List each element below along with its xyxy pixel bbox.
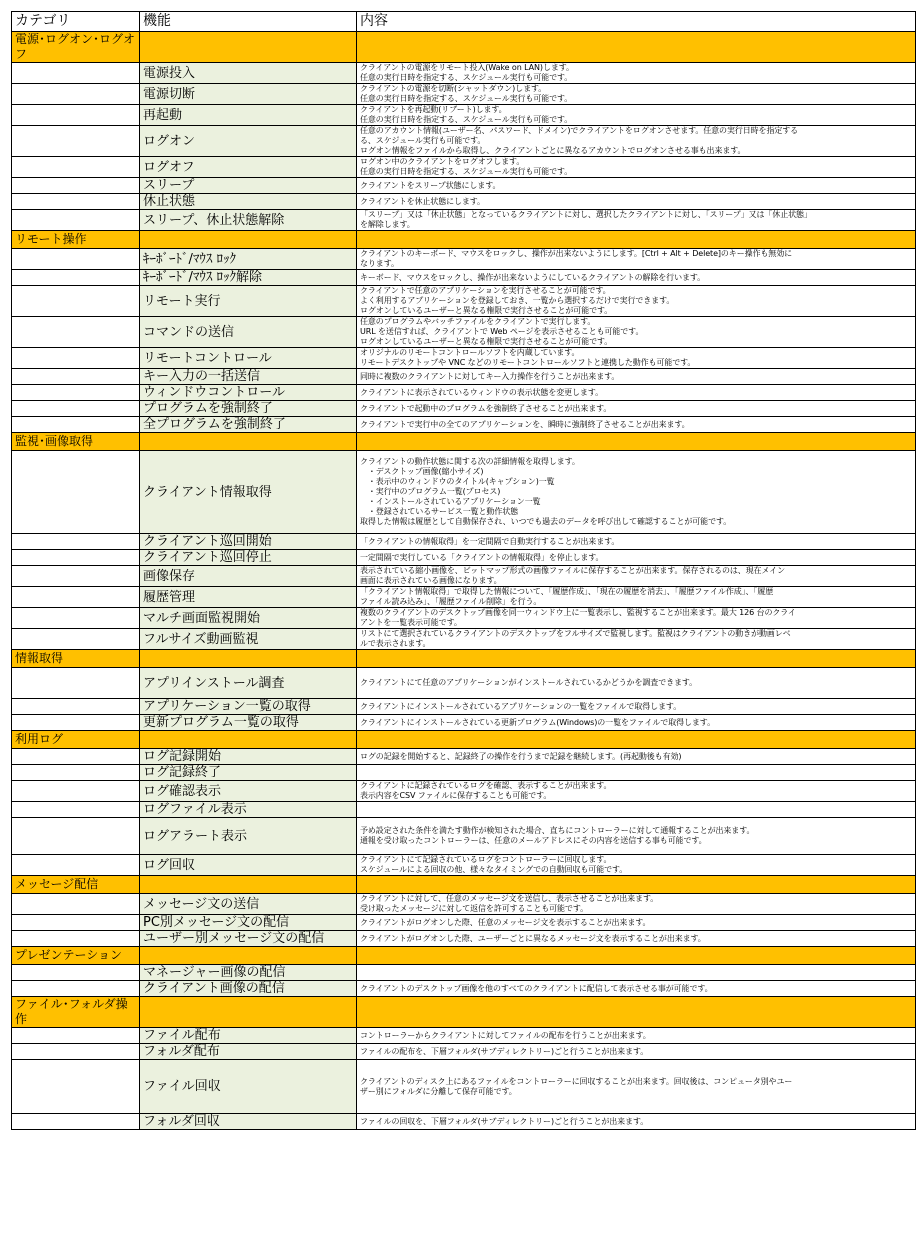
empty-category-cell[interactable] [12,855,140,876]
feature-row [12,178,916,194]
feature-name-cell[interactable]: スリープ [140,178,357,194]
feature-name-cell[interactable]: リモート実行 [140,286,357,317]
empty-category-cell[interactable] [12,126,140,157]
feature-row [12,981,916,997]
header-category[interactable]: カテゴリ [12,12,140,32]
feature-name-cell[interactable]: 再起動 [140,105,357,126]
category-row [12,433,916,451]
feature-row [12,765,916,781]
empty-category-cell[interactable] [12,931,140,947]
feature-description-cell[interactable]: 予め設定された条件を満たす動作が検知された場合、直ちにコントローラーに対して通報することが出来ます。 通報を受け取ったコントローラーは、任意のメールアドレスにその内容を送信する事も可能です。 [357,818,916,855]
feature-name-cell[interactable]: 電源投入 [140,63,357,84]
feature-description-cell[interactable]: クライアントに表示されているウィンドウの表示状態を変更します。 [357,385,916,401]
feature-row [12,802,916,818]
empty-category-cell[interactable] [12,401,140,417]
feature-row [12,915,916,931]
category-fill-cell[interactable] [357,997,916,1028]
feature-description-cell[interactable]: ファイルの配布を、下層フォルダ(サブディレクトリー)ごと行うことが出来ます。 [357,1044,916,1060]
empty-category-cell[interactable] [12,451,140,534]
feature-description-cell[interactable]: ログオン中のクライアントをログオフします。 任意の実行日時を指定する、スケジュール実行も可能です。 [357,157,916,178]
category-cell[interactable]: プレゼンテーション [12,947,140,965]
empty-category-cell[interactable] [12,178,140,194]
feature-row [12,194,916,210]
feature-name-cell[interactable]: コマンドの送信 [140,317,357,348]
category-fill-cell[interactable] [357,433,916,451]
feature-row [12,1028,916,1044]
empty-category-cell[interactable] [12,802,140,818]
feature-row [12,818,916,855]
empty-category-cell[interactable] [12,668,140,699]
empty-category-cell[interactable] [12,915,140,931]
feature-description-cell[interactable]: クライアントのデスクトップ画像を他のすべてのクライアントに配信して表示させる事が可能です。 [357,981,916,997]
category-row [12,650,916,668]
feature-description-cell[interactable]: 「スリープ」又は「休止状態」となっているクライアントに対し、選択したクライアントに対し、「スリープ」又は「休止状態」 を解除します。 [357,210,916,231]
feature-description-cell[interactable]: クライアントに記録されているログを確認、表示することが出来ます。 表示内容をCSV ファイルに保存することも可能です。 [357,781,916,802]
feature-description-cell[interactable]: クライアントのキーボード、マウスをロックし、操作が出来ないようにします。[Ctrl + Alt + Delete]のキー操作も無効に なります。 [357,249,916,270]
feature-description-cell[interactable]: 一定間隔で実行している「クライアントの情報取得」を停止します。 [357,550,916,566]
category-fill-cell[interactable] [140,731,357,749]
feature-row [12,451,916,534]
feature-row [12,385,916,401]
empty-category-cell[interactable] [12,608,140,629]
category-fill-cell[interactable] [140,650,357,668]
feature-name-cell[interactable]: ファイル回収 [140,1060,357,1114]
category-fill-cell[interactable] [140,231,357,249]
empty-category-cell[interactable] [12,1114,140,1130]
feature-row [12,105,916,126]
feature-name-cell[interactable]: ログオフ [140,157,357,178]
feature-description-cell[interactable]: 任意のアカウント情報(ユーザー名、パスワード、ドメイン)でクライアントをログオンさせます。任意の実行日時を指定する る、スケジュール実行も可能です。 ログオン情報をファイルから取得し、クライアントごとに異なるアカウントでログオンさせる事も出来ます。 [357,126,916,157]
feature-description-cell[interactable]: クライアントをスリープ状態にします。 [357,178,916,194]
category-fill-cell[interactable] [140,876,357,894]
category-cell[interactable]: 利用ログ [12,731,140,749]
feature-name-cell[interactable]: クライアント巡回停止 [140,550,357,566]
feature-name-cell[interactable]: ログアラート表示 [140,818,357,855]
feature-row [12,855,916,876]
feature-name-cell[interactable]: 更新プログラム一覧の取得 [140,715,357,731]
empty-category-cell[interactable] [12,417,140,433]
feature-row [12,566,916,587]
feature-row [12,931,916,947]
category-fill-cell[interactable] [357,32,916,63]
feature-name-cell[interactable]: スリープ、休止状態解除 [140,210,357,231]
category-cell[interactable]: 監視･画像取得 [12,433,140,451]
empty-category-cell[interactable] [12,587,140,608]
feature-row [12,608,916,629]
feature-row [12,126,916,157]
feature-row [12,1060,916,1114]
feature-row [12,270,916,286]
empty-category-cell[interactable] [12,1044,140,1060]
category-fill-cell[interactable] [140,997,357,1028]
empty-category-cell[interactable] [12,157,140,178]
feature-description-cell[interactable] [357,965,916,981]
feature-row [12,894,916,915]
feature-row [12,157,916,178]
feature-row [12,249,916,270]
empty-category-cell[interactable] [12,317,140,348]
category-fill-cell[interactable] [357,731,916,749]
feature-description-cell[interactable] [357,802,916,818]
feature-name-cell[interactable]: ログ記録開始 [140,749,357,765]
feature-row [12,348,916,369]
category-row [12,231,916,249]
feature-row [12,417,916,433]
category-cell[interactable]: 電源･ログオン･ログオフ [12,32,140,63]
feature-description-cell[interactable]: リストにて選択されているクライアントのデスクトップをフルサイズで監視します。監視はクライアントの動きが動画レベ ルで表示されます。 [357,629,916,650]
feature-description-cell[interactable]: コントローラーからクライアントに対してファイルの配布を行うことが出来ます。 [357,1028,916,1044]
feature-description-cell[interactable]: クライアントに対して、任意のメッセージ文を送信し、表示させることが出来ます。 受け取ったメッセージに対して返信を許可することも可能です。 [357,894,916,915]
empty-category-cell[interactable] [12,84,140,105]
feature-row [12,550,916,566]
feature-row [12,401,916,417]
empty-category-cell[interactable] [12,63,140,84]
feature-row [12,781,916,802]
feature-row [12,668,916,699]
category-fill-cell[interactable] [357,947,916,965]
empty-category-cell[interactable] [12,249,140,270]
feature-description-cell[interactable]: クライアントを休止状態にします。 [357,194,916,210]
category-row [12,876,916,894]
empty-category-cell[interactable] [12,566,140,587]
category-fill-cell[interactable] [140,32,357,63]
feature-description-cell[interactable]: クライアントで任意のアプリケーションを実行させることが可能です。 よく利用するアプリケーションを登録しておき、一覧から選択するだけで実行できます。 ログオンしているユーザーと異なる権限で実行させることが可能です。 [357,286,916,317]
empty-category-cell[interactable] [12,348,140,369]
feature-description-cell[interactable]: クライアントの動作状態に関する次の詳細情報を取得します。 ・デスクトップ画像(縮小サイズ) ・表示中のウィンドウのタイトル(キャプション)一覧 ・実行中のプログラム一覧(プロセス) ・インストールされているアプリケーション一覧 ・登録されているサービス一覧と動作状態 取得した情報は履歴として自動保存され、いつでも過去のデータを呼び出して確認することが可能です。 [357,451,916,534]
empty-category-cell[interactable] [12,534,140,550]
empty-category-cell[interactable] [12,715,140,731]
category-fill-cell[interactable] [140,433,357,451]
empty-category-cell[interactable] [12,749,140,765]
feature-description-cell[interactable]: 同時に複数のクライアントに対してキー入力操作を行うことが出来ます。 [357,369,916,385]
feature-row [12,715,916,731]
empty-category-cell[interactable] [12,105,140,126]
feature-name-cell[interactable]: ｷｰﾎﾞｰﾄﾞ/ﾏｳｽ ﾛｯｸ [140,249,357,270]
feature-name-cell[interactable]: ｷｰﾎﾞｰﾄﾞ/ﾏｳｽ ﾛｯｸ解除 [140,270,357,286]
category-cell[interactable]: ファイル･フォルダ操作 [12,997,140,1028]
category-fill-cell[interactable] [140,947,357,965]
feature-name-cell[interactable]: メッセージ文の送信 [140,894,357,915]
feature-row [12,63,916,84]
empty-category-cell[interactable] [12,629,140,650]
feature-description-cell[interactable]: クライアントがログオンした際、ユーザーごとに異なるメッセージ文を表示することが出来ます。 [357,931,916,947]
feature-description-cell[interactable]: クライアントの電源をリモート投入(Wake on LAN)します。 任意の実行日時を指定する、スケジュール実行も可能です。 [357,63,916,84]
feature-name-cell[interactable]: マネージャー画像の配信 [140,965,357,981]
feature-name-cell[interactable]: キー入力の一括送信 [140,369,357,385]
feature-description-cell[interactable]: 「クライアントの情報取得」を一定間隔で自動実行することが出来ます。 [357,534,916,550]
feature-name-cell[interactable]: クライアント情報取得 [140,451,357,534]
feature-row [12,84,916,105]
empty-category-cell[interactable] [12,781,140,802]
empty-category-cell[interactable] [12,550,140,566]
feature-name-cell[interactable]: リモートコントロール [140,348,357,369]
feature-name-cell[interactable]: ログオン [140,126,357,157]
feature-row [12,1044,916,1060]
empty-category-cell[interactable] [12,1060,140,1114]
feature-description-cell[interactable]: 任意のプログラムやバッチファイルをクライアントで実行します。 URL を送信すれば、クライアントで Web ページを表示させることも可能です。 ログオンしているユーザーと異なる権限で実行させることが可能です。 [357,317,916,348]
feature-description-cell[interactable]: オリジナルのリモートコントロールソフトを内蔵しています。 リモートデスクトップや VNC などのリモートコントロールソフトと連携した動作も可能です。 [357,348,916,369]
feature-name-cell[interactable]: マルチ画面監視開始 [140,608,357,629]
feature-description-cell[interactable]: クライアントで起動中のプログラムを強制終了させることが出来ます。 [357,401,916,417]
empty-category-cell[interactable] [12,210,140,231]
feature-row [12,534,916,550]
feature-description-cell[interactable]: 表示されている縮小画像を、ビットマップ形式の画像ファイルに保存することが出来ます。保存されるのは、現在メイン 画面に表示されている画像になります。 [357,566,916,587]
feature-name-cell[interactable]: ユーザー別メッセージ文の配信 [140,931,357,947]
empty-category-cell[interactable] [12,765,140,781]
feature-description-cell[interactable]: クライアントのディスク上にあるファイルをコントローラーに回収することが出来ます。回収後は、コンピュータ別やユー ザー別にフォルダに分離して保存可能です。 [357,1060,916,1114]
category-fill-cell[interactable] [357,876,916,894]
feature-row [12,1114,916,1130]
category-row [12,997,916,1028]
feature-name-cell[interactable]: 電源切断 [140,84,357,105]
category-cell[interactable]: メッセージ配信 [12,876,140,894]
feature-name-cell[interactable]: 画像保存 [140,566,357,587]
feature-name-cell[interactable]: ログ確認表示 [140,781,357,802]
feature-description-cell[interactable]: クライアントにインストールされているアプリケーションの一覧をファイルで取得します。 [357,699,916,715]
category-row [12,947,916,965]
empty-category-cell[interactable] [12,699,140,715]
feature-description-cell[interactable]: 複数のクライアントのデスクトップ画像を同一ウィンドウ上に一覧表示し、監視することが出来ます。最大 126 台のクライ アントを一覧表示可能です。 [357,608,916,629]
feature-name-cell[interactable]: 全プログラムを強制終了 [140,417,357,433]
category-cell[interactable]: 情報取得 [12,650,140,668]
feature-row [12,317,916,348]
feature-name-cell[interactable]: フォルダ回収 [140,1114,357,1130]
feature-description-cell[interactable]: キーボード、マウスをロックし、操作が出来ないようにしているクライアントの解除を行います。 [357,270,916,286]
feature-description-cell[interactable]: クライアントがログオンした際、任意のメッセージ文を表示することが出来ます。 [357,915,916,931]
feature-name-cell[interactable]: アプリインストール調査 [140,668,357,699]
feature-name-cell[interactable]: フォルダ配布 [140,1044,357,1060]
empty-category-cell[interactable] [12,286,140,317]
empty-category-cell[interactable] [12,1028,140,1044]
feature-name-cell[interactable]: ログ記録終了 [140,765,357,781]
empty-category-cell[interactable] [12,369,140,385]
feature-table [11,11,916,1130]
empty-category-cell[interactable] [12,270,140,286]
category-fill-cell[interactable] [357,231,916,249]
feature-name-cell[interactable]: フルサイズ動画監視 [140,629,357,650]
feature-name-cell[interactable]: ウィンドウコントロール [140,385,357,401]
feature-name-cell[interactable]: ログファイル表示 [140,802,357,818]
spreadsheet [11,11,915,1130]
feature-row [12,749,916,765]
category-cell[interactable]: リモート操作 [12,231,140,249]
feature-description-cell[interactable]: クライアントにて記録されているログをコントローラーに回収します。 スケジュールによる回収の他、様々なタイミングでの自動回収も可能です。 [357,855,916,876]
empty-category-cell[interactable] [12,194,140,210]
feature-row [12,286,916,317]
feature-name-cell[interactable]: プログラムを強制終了 [140,401,357,417]
feature-description-cell[interactable]: ログの記録を開始すると、記録終了の操作を行うまで記録を継続します。(再起動後も有効) [357,749,916,765]
empty-category-cell[interactable] [12,385,140,401]
feature-row [12,210,916,231]
feature-name-cell[interactable]: アプリケーション一覧の取得 [140,699,357,715]
feature-description-cell[interactable]: クライアントの電源を切断(シャットダウン)します。 任意の実行日時を指定する、スケジュール実行も可能です。 [357,84,916,105]
feature-name-cell[interactable]: 履歴管理 [140,587,357,608]
header-content[interactable]: 内容 [357,12,916,32]
feature-description-cell[interactable]: 「クライアント情報取得」で取得した情報について、「履歴作成」、「現在の履歴を消去」、「履歴ファイル作成」、「履歴 ファイル読み込み」、「履歴ファイル削除」を行う。 [357,587,916,608]
feature-row [12,369,916,385]
feature-description-cell[interactable]: クライアントにインストールされている更新プログラム(Windows)の一覧をファイルで取得します。 [357,715,916,731]
feature-name-cell[interactable]: PC別メッセージ文の配信 [140,915,357,931]
feature-name-cell[interactable]: 休止状態 [140,194,357,210]
header-row [12,12,916,32]
feature-description-cell[interactable]: クライアントを再起動(リブート)します。 任意の実行日時を指定する、スケジュール実行も可能です。 [357,105,916,126]
feature-description-cell[interactable]: ファイルの回収を、下層フォルダ(サブディレクトリー)ごと行うことが出来ます。 [357,1114,916,1130]
feature-row [12,699,916,715]
feature-row [12,629,916,650]
empty-category-cell[interactable] [12,965,140,981]
category-row [12,32,916,63]
feature-name-cell[interactable]: クライアント巡回開始 [140,534,357,550]
feature-name-cell[interactable]: ログ回収 [140,855,357,876]
feature-description-cell[interactable]: クライアントで実行中の全てのアプリケーションを、瞬時に強制終了させることが出来ます。 [357,417,916,433]
header-feature[interactable]: 機能 [140,12,357,32]
feature-description-cell[interactable] [357,765,916,781]
feature-row [12,965,916,981]
empty-category-cell[interactable] [12,981,140,997]
feature-name-cell[interactable]: クライアント画像の配信 [140,981,357,997]
empty-category-cell[interactable] [12,894,140,915]
feature-row [12,587,916,608]
feature-description-cell[interactable]: クライアントにて任意のアプリケーションがインストールされているかどうかを調査できます。 [357,668,916,699]
empty-category-cell[interactable] [12,818,140,855]
category-fill-cell[interactable] [357,650,916,668]
category-row [12,731,916,749]
feature-name-cell[interactable]: ファイル配布 [140,1028,357,1044]
